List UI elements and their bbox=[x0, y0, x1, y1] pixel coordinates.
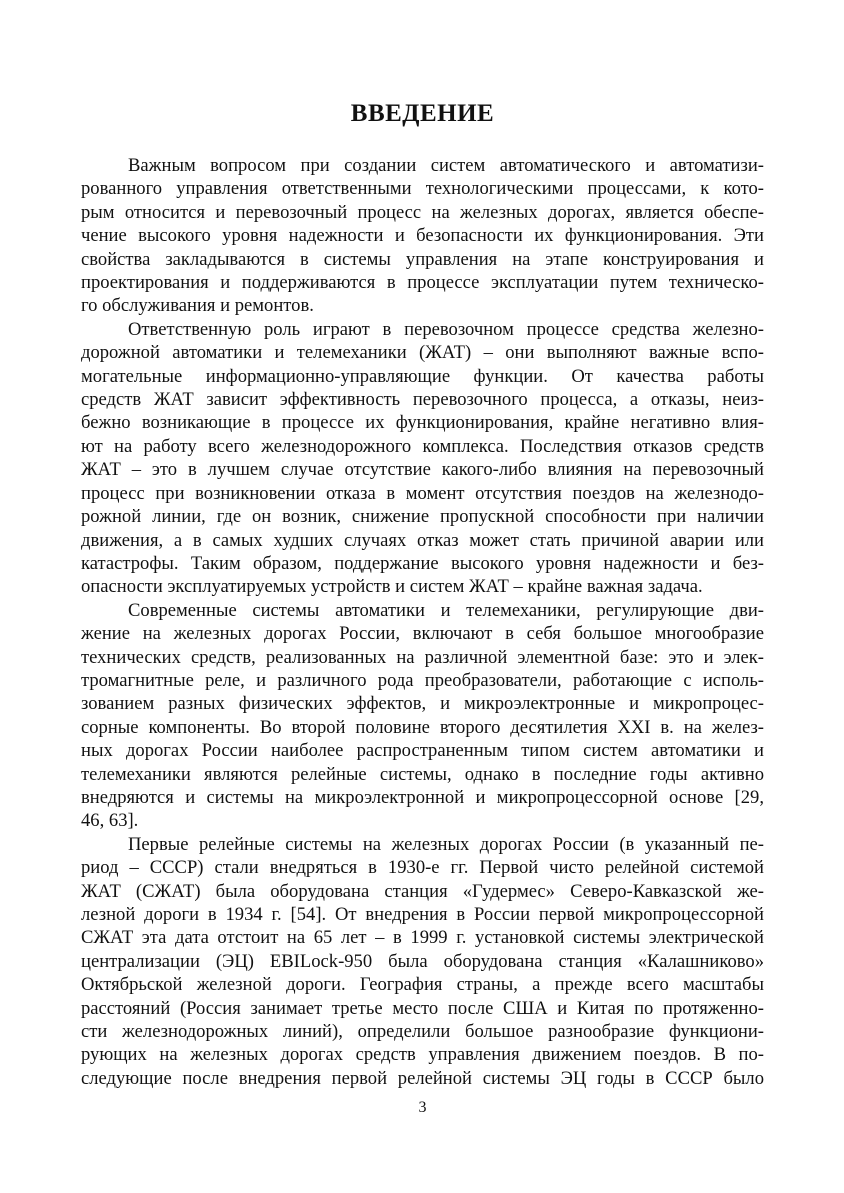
text-line: 46, 63]. bbox=[81, 810, 139, 832]
text-line: централизации (ЭЦ) EBILock-950 была оборудована станция «Калашниково» bbox=[81, 950, 764, 972]
text-line: средств ЖАТ зависит эффективность перевозочного процесса, а отказы, неиз- bbox=[81, 389, 764, 411]
text-line: проектирования и поддерживаются в процессе эксплуатации путем техническо- bbox=[81, 272, 764, 294]
text-line: следующие после внедрения первой релейной системы ЭЦ годы в СССР было bbox=[81, 1067, 764, 1089]
text-line: дорожной автоматики и телемеханики (ЖАТ) – они выполняют важные вспо- bbox=[81, 342, 764, 364]
text-line: расстояний (Россия занимает третье место после США и Китая по протяженно- bbox=[81, 997, 764, 1019]
text-line: рующих на железных дорогах средств управления движением поездов. В по- bbox=[81, 1044, 764, 1066]
text-line: Первые релейные системы на железных дорогах России (в указанный пе- bbox=[128, 833, 764, 855]
text-line: Современные системы автоматики и телемеханики, регулирующие дви- bbox=[128, 599, 764, 621]
page-title: ВВЕДЕНИЕ bbox=[350, 99, 495, 127]
paragraph-3 bbox=[81, 599, 764, 833]
text-line: жение на железных дорогах России, включают в себя большое многообразие bbox=[81, 623, 764, 645]
text-line: ЖАТ (СЖАТ) была оборудована станция «Гудермес» Северо-Кавказской же- bbox=[81, 880, 764, 902]
text-line: технических средств, реализованных на различной элементной базе: это и элек- bbox=[81, 646, 764, 668]
text-line: бежно возникающие в процессе их функционирования, крайне негативно влия- bbox=[81, 412, 764, 434]
text-line: зованием разных физических эффектов, и микроэлектронные и микропроцес- bbox=[81, 693, 764, 715]
text-line: чение высокого уровня надежности и безопасности их функционирования. Эти bbox=[81, 225, 764, 247]
text-line: Октябрьской железной дороги. География страны, а прежде всего масштабы bbox=[81, 974, 764, 996]
text-line: Важным вопросом при создании систем автоматического и автоматизи- bbox=[128, 155, 764, 176]
paragraph-1 bbox=[81, 154, 764, 318]
text-line: могательные информационно-управляющие функции. От качества работы bbox=[81, 365, 764, 387]
text-line: рым относится и перевозочный процесс на железных дорогах, является обеспе- bbox=[81, 201, 764, 223]
text-line: ют на работу всего железнодорожного комплекса. Последствия отказов средств bbox=[81, 435, 764, 457]
text-line: рованного управления ответственными технологическими процессами, к кото- bbox=[81, 178, 764, 200]
text-line: телемеханики являются релейные системы, однако в последние годы активно bbox=[81, 763, 764, 785]
text-line: сорные компоненты. Во второй половине второго десятилетия XXI в. на желез- bbox=[81, 716, 764, 738]
text-line: Ответственную роль играют в перевозочном процессе средства железно- bbox=[128, 318, 764, 340]
text-line: сти железнодорожных линий), определили большое разнообразие функциони- bbox=[81, 1021, 764, 1043]
text-line: процесс при возникновении отказа в момент отсутствия поездов на железнодо- bbox=[81, 482, 764, 504]
paragraph-2 bbox=[81, 318, 764, 599]
text-line: лезной дороги в 1934 г. [54]. От внедрения в России первой микропроцессорной bbox=[81, 904, 764, 925]
text-line: катастрофы. Таким образом, поддержание высокого уровня надежности и без- bbox=[81, 552, 764, 574]
text-line: опасности эксплуатируемых устройств и систем ЖАТ – крайне важная задача. bbox=[81, 576, 703, 598]
paragraph-4 bbox=[81, 833, 764, 1090]
page-number: 3 bbox=[418, 1099, 427, 1116]
text-line: СЖАТ эта дата отстоит на 65 лет – в 1999 г. установкой системы электрической bbox=[81, 927, 764, 949]
text-line: ЖАТ – это в лучшем случае отсутствие какого-либо влияния на перевозочный bbox=[81, 459, 764, 481]
document-body bbox=[81, 154, 764, 1090]
text-line: ных дорогах России наиболее распространенным типом систем автоматики и bbox=[81, 740, 764, 762]
text-line: рожной линии, где он возник, снижение пропускной способности при наличии bbox=[81, 506, 764, 528]
text-line: тромагнитные реле, и различного рода преобразователи, работающие с исполь- bbox=[81, 669, 764, 691]
text-line: риод – СССР) стали внедряться в 1930-е гг. Первой чисто релейной системой bbox=[81, 857, 764, 879]
text-line: внедряются и системы на микроэлектронной и микропроцессорной основе [29, bbox=[81, 786, 764, 808]
text-line: движения, а в самых худших случаях отказ может стать причиной аварии или bbox=[81, 529, 764, 551]
text-line: го обслуживания и ремонтов. bbox=[81, 295, 314, 317]
text-line: свойства закладываются в системы управления на этапе конструирования и bbox=[81, 248, 764, 270]
